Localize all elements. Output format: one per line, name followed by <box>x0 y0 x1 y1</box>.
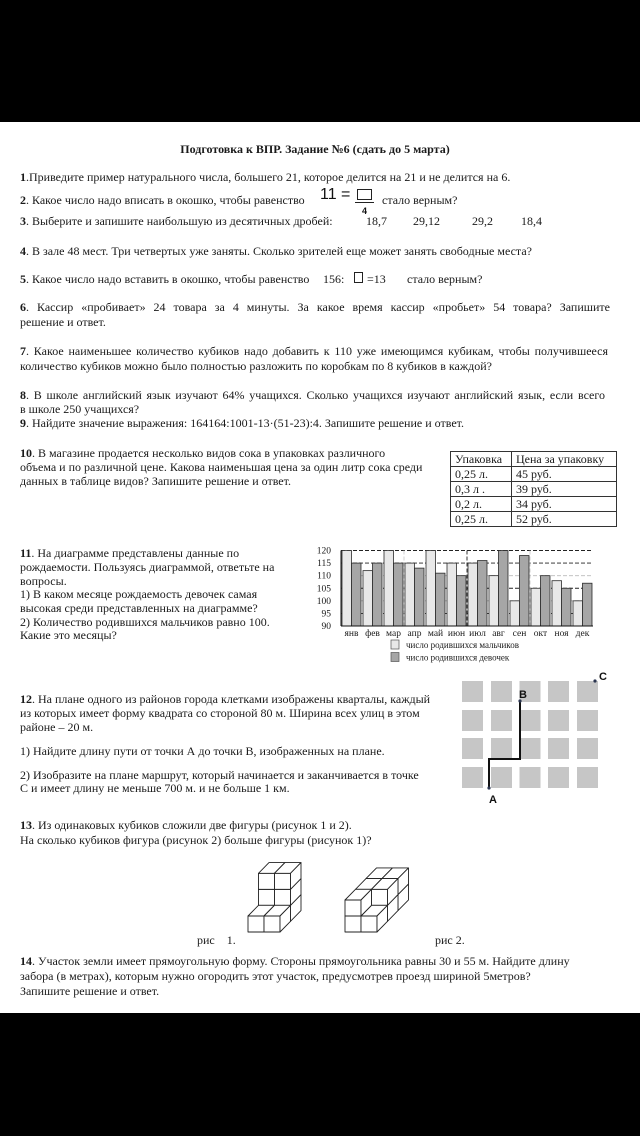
bar-girls <box>373 563 383 626</box>
bar-boys <box>573 601 583 626</box>
x-tick-label: май <box>427 629 444 639</box>
table-row <box>451 467 617 482</box>
bar-girls <box>499 551 509 627</box>
question-7 <box>20 344 608 359</box>
question-7-line-2: количество кубиков можно было полностью разложить по коробкам по 8 кубиков в каждой? <box>20 358 492 373</box>
bar-girls <box>562 588 572 626</box>
city-block <box>491 681 512 702</box>
question-text: . На диаграмме представлены данные по <box>31 545 240 560</box>
bar-boys <box>510 601 520 626</box>
equation-right: =13 <box>367 271 386 286</box>
cube-face <box>372 889 388 905</box>
equation-suffix: стало верным? <box>407 271 483 286</box>
cube-face <box>361 916 377 932</box>
question-13-line-2: На сколько кубиков фигура (рисунок 2) больше фигуры (рисунок 1)? <box>20 832 372 847</box>
table-row <box>451 512 617 527</box>
x-tick-label: июл <box>469 629 486 639</box>
city-block <box>491 710 512 731</box>
equation-left: 156: <box>323 271 345 286</box>
table-cell: 52 руб. <box>512 512 617 527</box>
bar-boys <box>426 551 436 627</box>
x-tick-label: мар <box>386 629 401 639</box>
city-block <box>548 767 569 788</box>
point-c-label: C <box>599 671 607 683</box>
question-8 <box>20 388 605 403</box>
table-row <box>451 497 617 512</box>
table-cell: 0,3 л . <box>451 482 512 497</box>
y-tick-label: 90 <box>321 622 331 632</box>
question-11-line: рождаемости. Пользуясь диаграммой, ответьте на <box>20 559 275 574</box>
table-cell: 39 руб. <box>512 482 617 497</box>
bar-girls <box>415 568 425 626</box>
y-tick-label: 105 <box>316 584 331 595</box>
question-11-line: высокая среди представленных на диаграмме? <box>20 600 258 615</box>
question-number: 12 <box>20 691 32 706</box>
table-cell: 0,2 л. <box>451 497 512 512</box>
question-number: 7 <box>20 343 26 358</box>
question-11-line: Какие это месяцы? <box>20 627 117 642</box>
question-text: . Участок земли имеет прямоугольную форму. Стороны прямоугольника равны 30 и 55 м. Найдите длину <box>32 953 570 968</box>
fraction-bar <box>355 202 374 203</box>
city-block <box>548 738 569 759</box>
bar-boys <box>531 588 541 626</box>
city-block <box>462 738 483 759</box>
bar-boys <box>363 571 373 626</box>
x-tick-label: апр <box>407 629 422 639</box>
y-tick-label: 115 <box>317 559 331 570</box>
question-6 <box>20 300 610 315</box>
question-12-line: из которых имеет форму квадрата со стороной 80 м. Ширина всех улиц в этом <box>20 705 420 720</box>
question-10 <box>20 446 385 461</box>
x-tick-label: ноя <box>554 629 569 639</box>
question-text: . Из одинаковых кубиков сложили две фигуры (рисунок 1 и 2). <box>32 817 352 832</box>
cube-figures <box>235 850 420 940</box>
cube-face <box>259 889 275 905</box>
bar-girls <box>352 563 362 626</box>
point-c-marker <box>593 679 596 682</box>
city-block <box>462 710 483 731</box>
question-text: . Найдите значение выражения: 164164:1001-13·(51-23):4. Запишите решение и ответ. <box>26 415 464 430</box>
fraction-denominator: 4 <box>362 206 368 216</box>
decimal-option: 18,7 <box>366 213 387 228</box>
question-12-part-2: 2) Изобразите на плане маршрут, который начинается и заканчивается в точке <box>20 767 419 782</box>
question-text: . На плане одного из районов города клетками изображены кварталы, каждый <box>32 691 431 706</box>
city-block <box>491 738 512 759</box>
decimal-option: 29,12 <box>413 213 440 228</box>
answer-box <box>357 189 372 200</box>
city-block <box>577 738 598 759</box>
city-block <box>491 767 512 788</box>
city-block <box>520 738 541 759</box>
question-text: .Приведите пример натурального числа, большего 21, которое делится на 21 и не делится на 6. <box>26 169 511 184</box>
point-a-label: A <box>489 794 497 806</box>
bar-girls <box>520 556 530 626</box>
city-block <box>520 710 541 731</box>
legend-swatch-girls <box>391 653 399 662</box>
question-11 <box>20 546 239 561</box>
decimal-option: 18,4 <box>521 213 542 228</box>
cube-face <box>345 916 361 932</box>
question-14-line-2: забора (в метрах), которым нужно огородить этот участок, предусмотрев проезд шириной 5метров? <box>20 968 531 983</box>
question-9 <box>20 416 464 431</box>
table-header-row <box>451 452 617 467</box>
question-text: . Какое наименьшее количество кубиков надо добавить к 110 уже имеющимся кубикам, чтобы получившееся <box>26 343 608 358</box>
question-6-line-2: решение и ответ. <box>20 314 106 329</box>
question-number: 13 <box>20 817 32 832</box>
equation-left: 11 = <box>320 186 351 203</box>
table-cell: 45 руб. <box>512 467 617 482</box>
question-12 <box>20 692 430 707</box>
bar-boys <box>405 563 415 626</box>
question-number: 8 <box>20 387 26 402</box>
question-text: . В магазине продается несколько видов сока в упаковках различного <box>32 445 386 460</box>
question-11-line: 2) Количество родившихся мальчиков равно 100. <box>20 614 270 629</box>
question-number: 9 <box>20 415 26 430</box>
y-tick-label: 120 <box>316 546 331 557</box>
city-plan-diagram <box>450 665 620 810</box>
question-number: 1 <box>20 169 26 184</box>
cube-face <box>264 916 280 932</box>
question-12-part-1: 1) Найдите длину пути от точки А до точки В, изображенных на плане. <box>20 743 385 758</box>
x-tick-label: окт <box>533 629 548 639</box>
question-13 <box>20 818 352 833</box>
birth-rate-bar-chart <box>305 540 620 668</box>
question-number: 2 <box>20 192 26 207</box>
y-tick-label: 110 <box>317 571 331 582</box>
equation-suffix: стало верным? <box>382 192 458 207</box>
question-11-line: 1) В каком месяце рождаемость девочек самая <box>20 586 258 601</box>
question-10-line-3: данных в таблице видов? Запишите решение и ответ. <box>20 473 291 488</box>
question-number: 4 <box>20 243 26 258</box>
city-block <box>577 767 598 788</box>
bar-boys <box>552 581 562 626</box>
x-tick-label: фев <box>365 629 380 639</box>
bar-boys <box>384 551 394 627</box>
cube-face <box>259 873 275 889</box>
y-tick-label: 95 <box>321 609 331 620</box>
point-b-label: B <box>519 689 527 701</box>
cube-face <box>345 900 361 916</box>
bar-girls <box>478 561 488 626</box>
question-text: . Кассир «пробивает» 24 товара за 4 минуты. За какое время кассир «пробьет» 54 товара? Запишите <box>26 299 610 314</box>
question-text: . Выберите и запишите наибольшую из десятичных дробей: <box>26 213 333 228</box>
bar-boys <box>468 563 478 626</box>
bar-boys <box>342 551 352 627</box>
question-11-line: вопросы. <box>20 573 67 588</box>
table-row <box>451 482 617 497</box>
question-number: 10 <box>20 445 32 460</box>
question-number: 11 <box>20 545 32 560</box>
question-14 <box>20 954 570 969</box>
bar-girls <box>457 576 467 626</box>
y-tick-label: 100 <box>316 596 331 607</box>
table-cell: 34 руб. <box>512 497 617 512</box>
x-tick-label: июн <box>447 629 466 639</box>
bar-girls <box>583 583 593 626</box>
question-text: . В школе английский язык изучают 64% учащихся. Сколько учащихся изучают английский язык, если всего <box>26 387 605 402</box>
table-header-cell: Упаковка <box>451 452 512 467</box>
cube-figure-2 <box>345 868 409 932</box>
bar-girls <box>436 573 446 626</box>
question-number: 6 <box>20 299 26 314</box>
question-2 <box>20 193 305 208</box>
city-block <box>520 767 541 788</box>
bar-boys <box>447 563 457 626</box>
city-blocks <box>462 681 598 788</box>
city-block <box>577 681 598 702</box>
point-a-marker <box>487 786 490 789</box>
city-block <box>548 681 569 702</box>
x-tick-label: дек <box>575 629 590 639</box>
question-14-line-3: Запишите решение и ответ. <box>20 983 160 998</box>
cube-face <box>275 873 291 889</box>
city-block <box>462 681 483 702</box>
question-10-line-2: объема и по различной цене. Какова наименьшая цена за один литр сока среди <box>20 459 423 474</box>
bar-girls <box>394 563 404 626</box>
question-text: . Какое число надо вставить в окошко, чтобы равенство <box>26 271 310 286</box>
bar-boys <box>489 576 499 626</box>
table-header-cell: Цена за упаковку <box>512 452 617 467</box>
page-title: Подготовка к ВПР. Задание №6 (сдать до 5 марта) <box>180 141 450 156</box>
legend-label-girls: число родившихся девочек <box>406 652 510 663</box>
question-number: 14 <box>20 953 32 968</box>
table-cell: 0,25 л. <box>451 512 512 527</box>
question-8-line-2: в школе 250 учащихся? <box>20 401 140 416</box>
cube-figure-1 <box>248 863 301 932</box>
city-block <box>577 710 598 731</box>
question-12-line: районе – 20 м. <box>20 719 94 734</box>
table-cell: 0,25 л. <box>451 467 512 482</box>
answer-box <box>354 272 363 283</box>
x-tick-label: янв <box>344 629 359 639</box>
question-number: 3 <box>20 213 26 228</box>
bar-girls <box>541 576 551 626</box>
figure-2-caption: рис 2. <box>435 932 465 947</box>
city-block <box>548 710 569 731</box>
legend-label-boys: число родившихся мальчиков <box>406 640 519 650</box>
question-12-part-2-line-2: С и имеет длину не меньше 700 м. и не больше 1 км. <box>20 780 290 795</box>
x-tick-label: сен <box>512 629 527 639</box>
question-3 <box>20 214 333 229</box>
question-4 <box>20 244 532 259</box>
decimal-option: 29,2 <box>472 213 493 228</box>
city-block <box>462 767 483 788</box>
question-1 <box>20 170 510 185</box>
question-number: 5 <box>20 271 26 286</box>
question-5 <box>20 272 309 287</box>
juice-price-table <box>450 451 617 527</box>
figure-1-caption: рис 1. <box>197 932 236 947</box>
legend-swatch-boys <box>391 640 399 649</box>
cube-face <box>275 889 291 905</box>
question-text: . В зале 48 мест. Три четвертых уже заняты. Сколько зрителей еще может занять свободные места? <box>26 243 532 258</box>
question-text: . Какое число надо вписать в окошко, чтобы равенство <box>26 192 305 207</box>
cube-face <box>248 916 264 932</box>
x-tick-label: авг <box>492 629 505 639</box>
